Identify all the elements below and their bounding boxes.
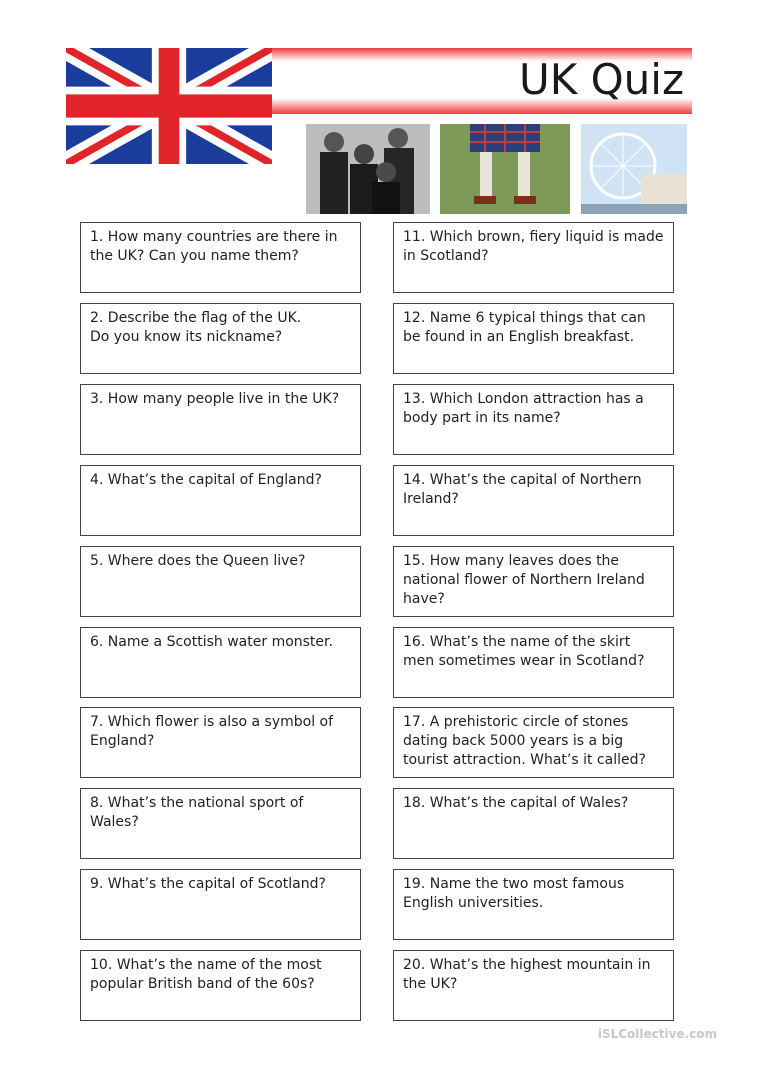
question-box: 4. What’s the capital of England?: [80, 465, 361, 536]
question-box: 18. What’s the capital of Wales?: [393, 788, 674, 859]
question-box: 6. Name a Scottish water monster.: [80, 627, 361, 698]
page-title: UK Quiz: [518, 55, 684, 104]
question-box: 15. How many leaves does the national flower of Northern Ireland have?: [393, 546, 674, 617]
question-box: 7. Which flower is also a symbol of England?: [80, 707, 361, 778]
question-box: 5. Where does the Queen live?: [80, 546, 361, 617]
question-box: 2. Describe the flag of the UK. Do you know its nickname?: [80, 303, 361, 374]
question-box: 9. What’s the capital of Scotland?: [80, 869, 361, 940]
question-box: 14. What’s the capital of Northern Ireland?: [393, 465, 674, 536]
question-box: 17. A prehistoric circle of stones dating back 5000 years is a big tourist attraction. What’s it called?: [393, 707, 674, 778]
question-box: 1. How many countries are there in the UK? Can you name them?: [80, 222, 361, 293]
question-box: 19. Name the two most famous English universities.: [393, 869, 674, 940]
question-box: 13. Which London attraction has a body part in its name?: [393, 384, 674, 455]
question-box: 3. How many people live in the UK?: [80, 384, 361, 455]
question-box: 12. Name 6 typical things that can be found in an English breakfast.: [393, 303, 674, 374]
question-box: 8. What’s the national sport of Wales?: [80, 788, 361, 859]
beatles-photo: [306, 124, 430, 214]
watermark: iSLCollective.com: [597, 1027, 717, 1041]
question-box: 20. What’s the highest mountain in the UK?: [393, 950, 674, 1021]
kilt-photo: [440, 124, 570, 214]
union-jack-flag: [66, 48, 272, 164]
question-box: 16. What’s the name of the skirt men sometimes wear in Scotland?: [393, 627, 674, 698]
question-box: 11. Which brown, fiery liquid is made in Scotland?: [393, 222, 674, 293]
question-box: 10. What’s the name of the most popular British band of the 60s?: [80, 950, 361, 1021]
london-eye-photo: [581, 124, 687, 214]
